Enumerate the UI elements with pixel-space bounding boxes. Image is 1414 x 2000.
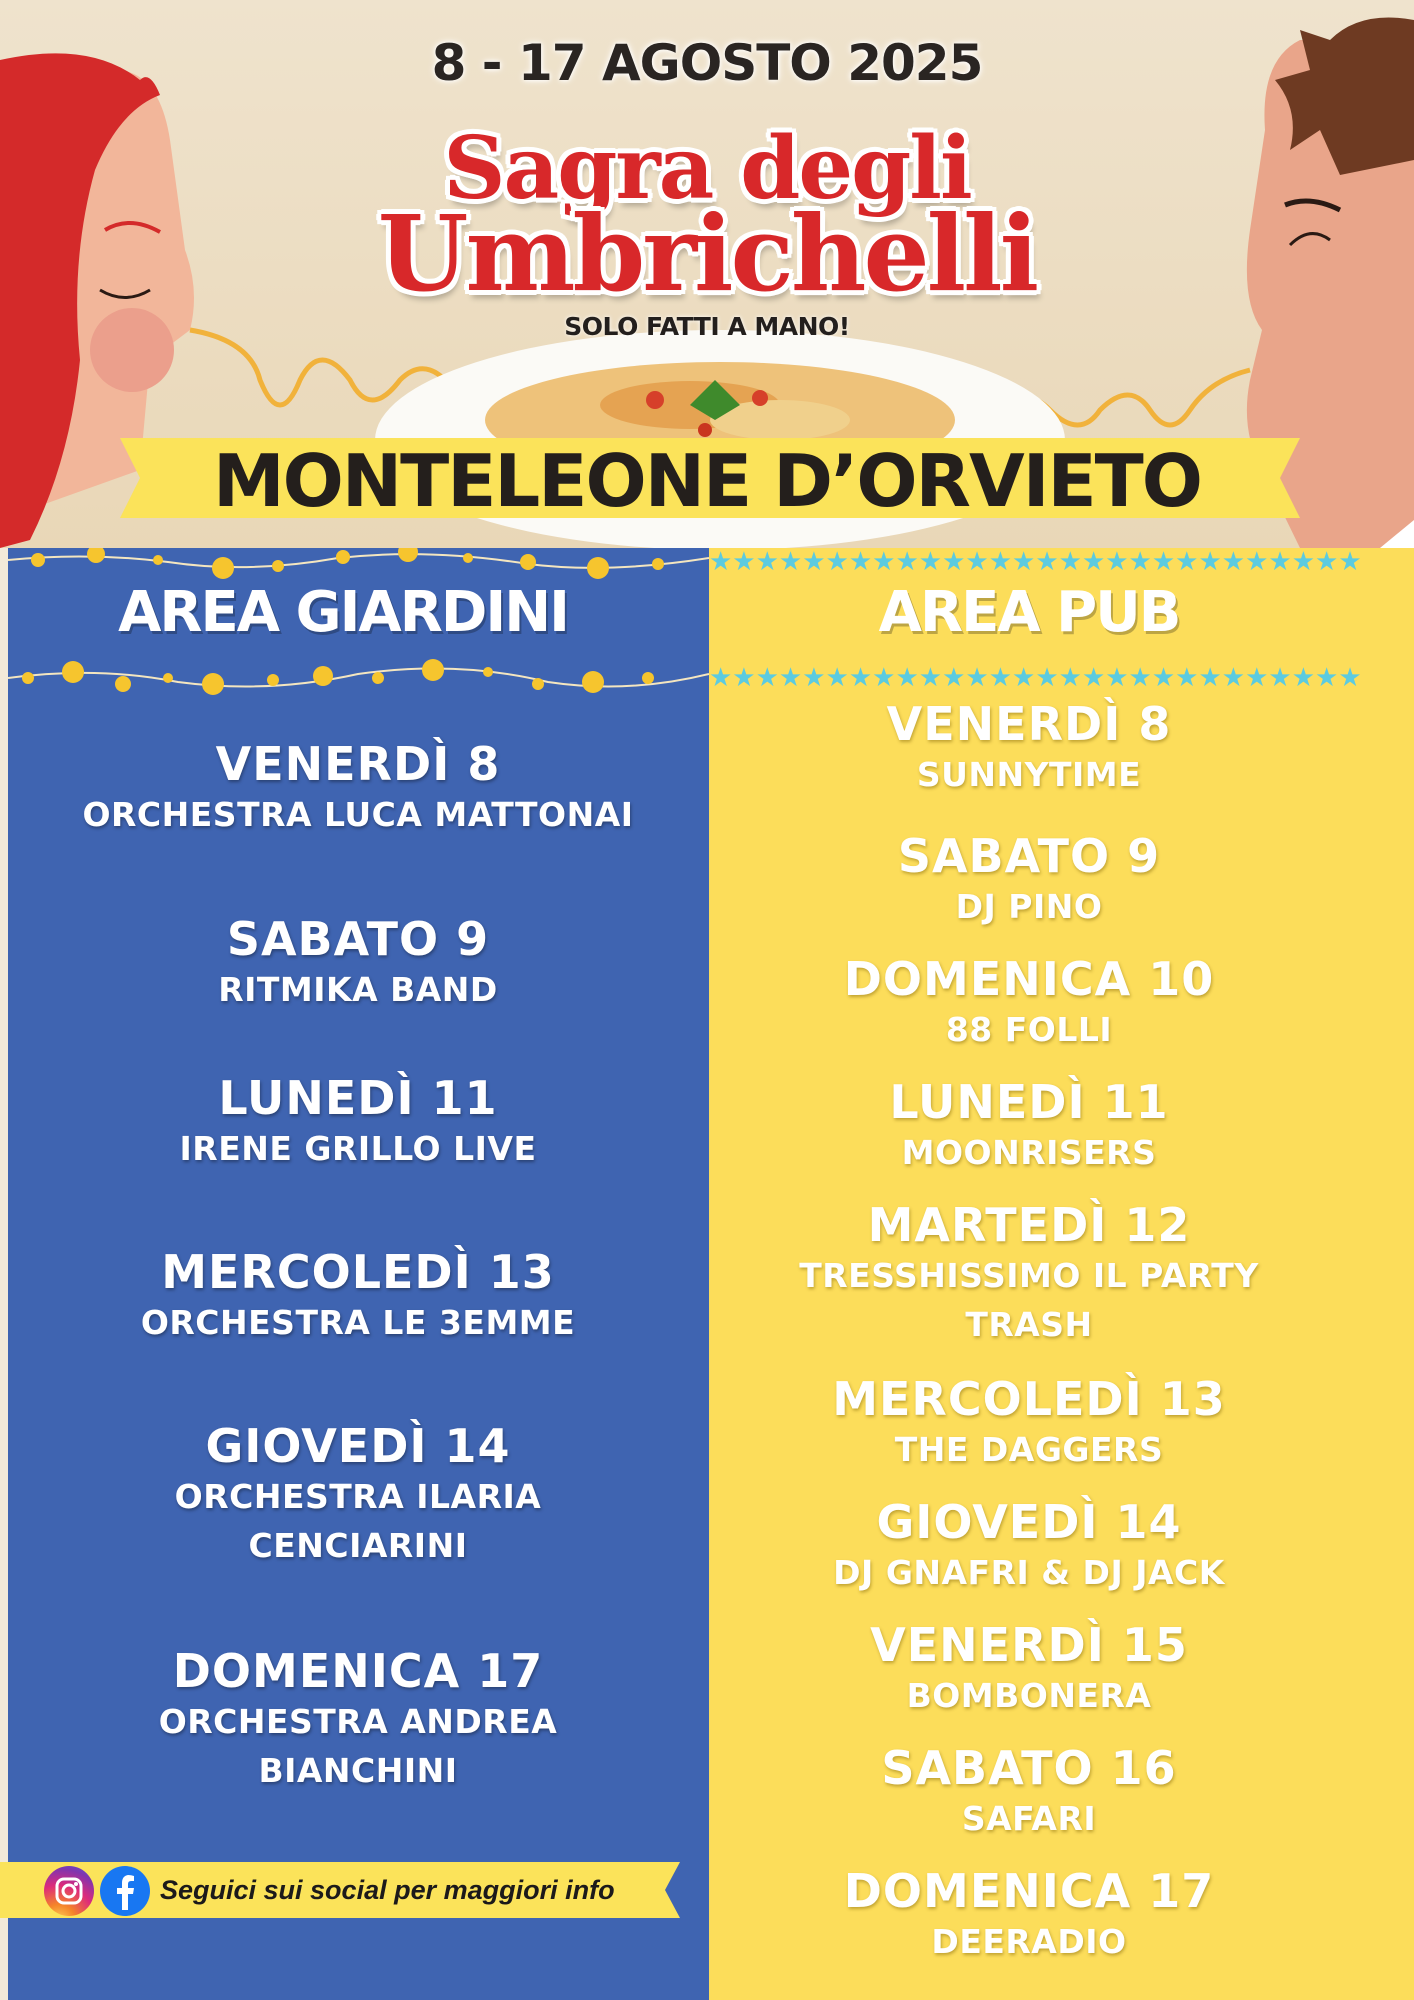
event-act: MOONRISERS	[901, 1133, 1157, 1172]
event-day: LUNEDÌ 11	[889, 1075, 1169, 1129]
event-act-line2: BIANCHINI	[258, 1751, 458, 1790]
event-act: DEERADIO	[931, 1922, 1127, 1961]
event-day: MERCOLEDÌ 13	[161, 1245, 555, 1299]
svg-text:★★★★★★★★★★★★★★★★★★★★★★★★★★★★: ★★★★★★★★★★★★★★★★★★★★★★★★★★★★	[709, 548, 1362, 577]
area-giardini-panel	[8, 548, 709, 2000]
facebook-icon[interactable]	[100, 1866, 150, 1916]
event-day: VENERDÌ 8	[886, 697, 1172, 751]
giardini-event	[8, 1072, 708, 1173]
festival-title-line2: Umbrichelli	[377, 192, 1037, 315]
event-act: ORCHESTRA ANDREA	[158, 1702, 558, 1741]
event-day: DOMENICA 10	[843, 952, 1215, 1006]
event-act: TRESSHISSIMO IL PARTY	[799, 1256, 1259, 1295]
event-act: SUNNYTIME	[916, 755, 1142, 794]
pub-event	[709, 1496, 1349, 1597]
pub-event	[709, 953, 1349, 1054]
pub-event	[709, 1199, 1349, 1349]
event-day: VENERDÌ 15	[870, 1618, 1188, 1672]
event-day: GIOVEDÌ 14	[205, 1419, 511, 1473]
event-day: DOMENICA 17	[172, 1644, 544, 1698]
giardini-event	[8, 1645, 708, 1795]
event-day: SABATO 9	[226, 912, 490, 966]
event-day: GIOVEDÌ 14	[876, 1495, 1182, 1549]
festival-dates: 8 - 17 AGOSTO 2025	[431, 34, 983, 92]
event-day: DOMENICA 17	[843, 1864, 1215, 1918]
event-act: SAFARI	[961, 1799, 1097, 1838]
svg-text:★★★★★★★★★★★★★★★★★★★★★★★★★★★★: ★★★★★★★★★★★★★★★★★★★★★★★★★★★★	[709, 663, 1362, 693]
town-name: MONTELEONE D’ORVIETO	[213, 439, 1201, 523]
event-act: BOMBONERA	[906, 1676, 1152, 1715]
pub-event	[709, 1373, 1349, 1474]
event-act: DJ PINO	[955, 887, 1103, 926]
pub-event	[709, 830, 1349, 931]
event-act: RITMIKA BAND	[218, 970, 498, 1009]
area-pub-title: AREA PUB	[878, 580, 1180, 645]
event-act: THE DAGGERS	[894, 1430, 1164, 1469]
giardini-event	[8, 1246, 708, 1347]
event-day: LUNEDÌ 11	[218, 1071, 498, 1125]
event-day: MERCOLEDÌ 13	[832, 1372, 1226, 1426]
pub-event	[709, 1619, 1349, 1720]
event-act: ORCHESTRA LUCA MATTONAI	[82, 795, 634, 834]
event-day: SABATO 16	[881, 1741, 1177, 1795]
pub-event	[709, 1865, 1349, 1966]
event-act-line2: CENCIARINI	[248, 1526, 468, 1565]
event-act: 88 FOLLI	[945, 1010, 1113, 1049]
festival-title-line1: Sagra degli	[443, 118, 971, 219]
social-follow-text: Seguici sui social per maggiori info	[160, 1875, 615, 1905]
tagline: SOLO FATTI A MANO!	[564, 312, 850, 341]
event-day: SABATO 9	[897, 829, 1161, 883]
header	[0, 0, 1414, 548]
event-act-line2: TRASH	[965, 1305, 1093, 1344]
event-act: ORCHESTRA LE 3EMME	[140, 1303, 576, 1342]
instagram-icon[interactable]	[44, 1866, 94, 1916]
event-act: DJ GNAFRI & DJ JACK	[833, 1553, 1225, 1592]
pub-event	[709, 1742, 1349, 1843]
giardini-event	[8, 913, 708, 1014]
area-giardini-title: AREA GIARDINI	[118, 580, 568, 645]
giardini-event	[8, 1420, 708, 1570]
event-day: MARTEDÌ 12	[867, 1198, 1191, 1252]
area-pub-panel	[709, 548, 1414, 2000]
giardini-event	[8, 738, 708, 839]
event-act: IRENE GRILLO LIVE	[179, 1129, 537, 1168]
event-act: ORCHESTRA ILARIA	[174, 1477, 542, 1516]
pub-event	[709, 1076, 1349, 1177]
event-day: VENERDÌ 8	[215, 737, 501, 791]
pub-event	[709, 698, 1349, 799]
